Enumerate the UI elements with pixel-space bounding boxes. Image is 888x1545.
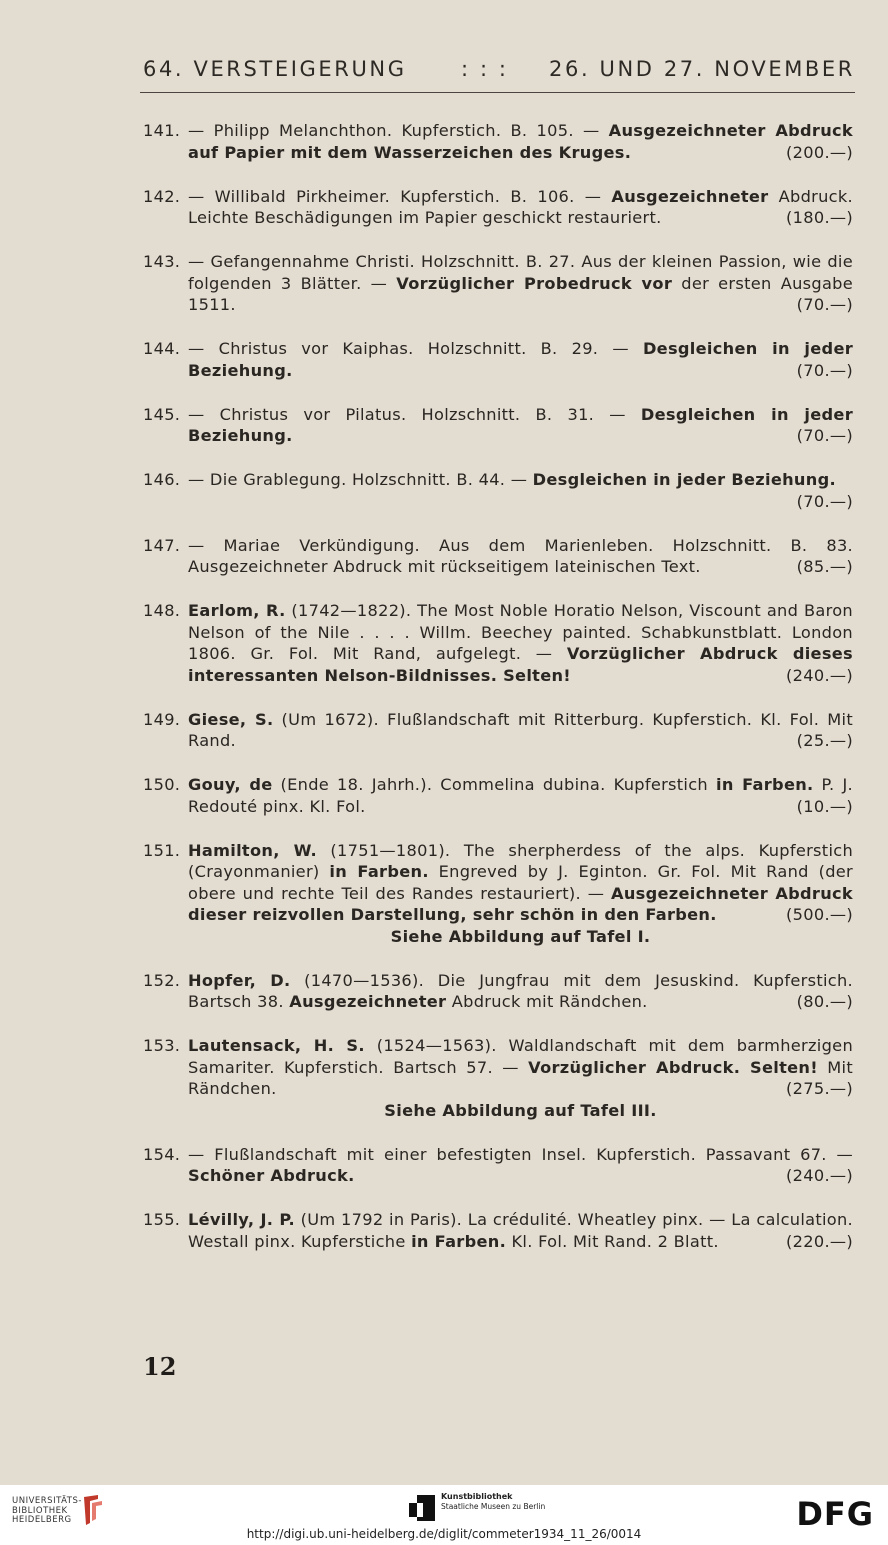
catalog-entry-141 <box>143 120 853 163</box>
entry-text: — Mariae Verkündigung. Aus dem Marienleben. Holzschnitt. B. 83. Ausgezeichneter Abdruck mit rückseitigem lateinischen Text. <box>188 535 853 576</box>
header-rule <box>140 92 855 93</box>
entry-number: 153. <box>143 1036 181 1055</box>
entry-highlight: in Farben. <box>411 1231 507 1251</box>
entry-text: (Ende 18. Jahrh.). Commelina dubina. Kupferstich <box>272 775 716 794</box>
kb-title: Kunstbibliothek <box>441 1492 513 1501</box>
entry-text: — Willibald Pirkheimer. Kupferstich. B. 106. — <box>188 186 612 206</box>
entry-price: (220.—) <box>786 1231 853 1251</box>
entry-artist: Hamilton, W. <box>188 840 317 860</box>
entry-number: 147. <box>143 535 181 555</box>
catalog-entry-143 <box>143 251 853 316</box>
plate-reference: Siehe Abbildung auf Tafel I. <box>390 926 651 946</box>
entry-highlight: Ausgezeichneter <box>289 992 447 1011</box>
entry-text-cont: Kl. Fol. Mit Rand. 2 Blatt. <box>506 1231 719 1251</box>
entry-text: — Christus vor Pilatus. Holzschnitt. B. 31. — <box>188 404 641 424</box>
entry-highlight-2: Ausgezeichneter Abdruck dieser reizvollen Darstellung, sehr schön in den Farben. <box>188 883 853 924</box>
entry-text: (1751—1801). The sherpherdess of the alps. Kupferstich (Crayonmanier) <box>188 840 853 881</box>
entry-number: 149. <box>143 709 181 729</box>
entry-price: (200.—) <box>786 142 853 162</box>
entry-text: — Die Grablegung. Holzschnitt. B. 44. — <box>188 470 533 489</box>
entry-number: 142. <box>143 186 181 206</box>
catalog-entry-152 <box>143 970 853 1013</box>
entry-artist: Lautensack, H. S. <box>188 1036 365 1055</box>
entry-price: (10.—) <box>796 796 853 816</box>
source-url[interactable]: http://digi.ub.uni-heidelberg.de/diglit/commeter1934_11_26/0014 <box>246 1527 642 1541</box>
entry-text: — Christus vor Kaiphas. Holzschnitt. B. 29. — <box>188 339 643 358</box>
entry-price: (80.—) <box>796 992 853 1011</box>
catalog-entry-154 <box>143 1144 853 1187</box>
entry-text-cont: der ersten Ausgabe 1511. <box>188 273 854 314</box>
library-logo-icon <box>80 1493 106 1531</box>
entry-number: 150. <box>143 775 181 794</box>
entry-highlight: Desgleichen in jeder Beziehung. <box>188 404 853 445</box>
catalog-entry-155 <box>143 1209 853 1252</box>
entry-price: (500.—) <box>786 905 853 924</box>
page-number: 12 <box>143 1352 177 1381</box>
catalog-entry-148 <box>143 600 853 686</box>
entry-price: (70.—) <box>796 426 853 445</box>
header-left: 64. VERSTEIGERUNG <box>143 57 407 81</box>
entry-number: 154. <box>143 1144 181 1164</box>
entry-highlight: Vorzüglicher Abdruck. Selten! <box>528 1057 818 1077</box>
entry-price: (25.—) <box>796 731 853 750</box>
catalog-entry-142 <box>143 186 853 229</box>
entry-artist: Lévilly, J. P. <box>188 1210 295 1229</box>
entry-price: (240.—) <box>786 1166 853 1185</box>
dfg-logo: DFG <box>796 1495 874 1533</box>
entry-number: 141. <box>143 121 181 140</box>
entry-highlight: Desgleichen in jeder Beziehung. <box>188 339 854 380</box>
entry-text: (1524—1563). Waldlandschaft mit dem barmherzigen Samariter. Kupferstich. Bartsch 57. — <box>188 1036 853 1077</box>
library-line: UNIVERSITÄTS- <box>12 1496 82 1506</box>
entry-artist: Giese, S. <box>188 709 274 729</box>
entry-text-cont: P. J. Redouté pinx. Kl. Fol. <box>188 775 853 816</box>
entry-price: (240.—) <box>786 665 853 685</box>
entry-artist: Hopfer, D. <box>188 970 291 990</box>
entry-artist: Earlom, R. <box>188 601 286 620</box>
catalog-entries <box>143 120 853 1275</box>
kunstbibliothek-logo-icon <box>407 1493 437 1527</box>
entry-price: (180.—) <box>786 208 853 227</box>
library-line: BIBLIOTHEK <box>12 1505 68 1516</box>
university-library-label <box>12 1497 82 1526</box>
entry-highlight: in Farben. <box>329 862 429 881</box>
entry-price: (70.—) <box>796 491 853 511</box>
entry-text: — Gefangennahme Christi. Holzschnitt. B. 27. Aus der kleinen Passion, wie die folgenden 3 Blätter. — <box>188 252 853 293</box>
entry-artist: Gouy, de <box>188 775 273 794</box>
entry-text-cont: Abdruck mit Rändchen. <box>446 992 648 1011</box>
catalog-entry-150 <box>143 774 853 817</box>
entry-text: (Um 1672). Flußlandschaft mit Ritterburg. Kupferstich. Kl. Fol. Mit Rand. <box>188 709 853 750</box>
entry-text: — Philipp Melanchthon. Kupferstich. B. 105. — <box>188 121 609 140</box>
entry-text: (Um 1792 in Paris). La crédulité. Wheatley pinx. — La calculation. Westall pinx. Kupferstiche <box>188 1210 853 1251</box>
entry-text-cont: Abdruck. Leichte Beschädigungen im Papier geschickt restauriert. <box>188 186 853 227</box>
entry-number: 143. <box>143 252 181 271</box>
entry-highlight: Vorzüglicher Probedruck vor <box>396 273 673 293</box>
entry-number: 144. <box>143 339 181 358</box>
entry-number: 155. <box>143 1210 181 1229</box>
entry-number: 146. <box>143 470 181 489</box>
entry-price: (85.—) <box>796 557 853 576</box>
catalog-entry-146 <box>143 469 853 512</box>
header-date: 26. UND 27. NOVEMBER <box>549 57 855 81</box>
entry-text-cont: Engreved by J. Eginton. Gr. Fol. Mit Rand (der obere und rechte Teil des Randes restauriert). — <box>188 862 853 903</box>
footer-bar <box>0 1485 888 1545</box>
entry-number: 152. <box>143 970 181 990</box>
entry-number: 145. <box>143 404 181 424</box>
catalog-entry-153 <box>143 1035 853 1121</box>
catalog-entry-144 <box>143 338 853 381</box>
entry-highlight: Desgleichen in jeder Beziehung. <box>532 470 836 489</box>
kunstbibliothek-label <box>441 1492 545 1512</box>
library-line: HEIDELBERG <box>12 1515 72 1525</box>
entry-highlight: Ausgezeichneter <box>611 186 769 206</box>
entry-text: (1742—1822). The Most Noble Horatio Nelson, Viscount and Baron Nelson of the Nile . . . . Willm. Beechey painted. Schabkunstblatt. London 1806. Gr. Fol. Mit Rand, aufgelegt. — <box>188 601 853 663</box>
entry-highlight: Vorzüglicher Abdruck dieses interessanten Nelson-Bildnisses. Selten! <box>188 644 853 685</box>
entry-price: (70.—) <box>796 295 853 314</box>
catalog-entry-145 <box>143 404 853 447</box>
entry-text: — Flußlandschaft mit einer befestigten Insel. Kupferstich. Passavant 67. — <box>188 1144 853 1164</box>
kb-subtitle: Staatliche Museen zu Berlin <box>441 1502 546 1511</box>
plate-reference: Siehe Abbildung auf Tafel III. <box>384 1100 657 1120</box>
catalog-entry-151 <box>143 840 853 948</box>
entry-text-cont: Mit Rändchen. <box>188 1057 853 1098</box>
entry-number: 151. <box>143 840 181 860</box>
entry-number: 148. <box>143 601 181 620</box>
catalog-entry-149 <box>143 709 853 752</box>
entry-price: (275.—) <box>786 1079 853 1098</box>
entry-highlight: Ausgezeichneter Abdruck auf Papier mit dem Wasserzeichen des Kruges. <box>188 121 853 162</box>
entry-highlight: in Farben. <box>715 775 814 794</box>
entry-price: (70.—) <box>796 360 853 380</box>
header-separator: : : : <box>461 57 509 81</box>
catalog-entry-147 <box>143 535 853 578</box>
entry-text: (1470—1536). Die Jungfrau mit dem Jesuskind. Kupferstich. Bartsch 38. <box>188 970 853 1011</box>
entry-highlight: Schöner Abdruck. <box>188 1166 355 1185</box>
